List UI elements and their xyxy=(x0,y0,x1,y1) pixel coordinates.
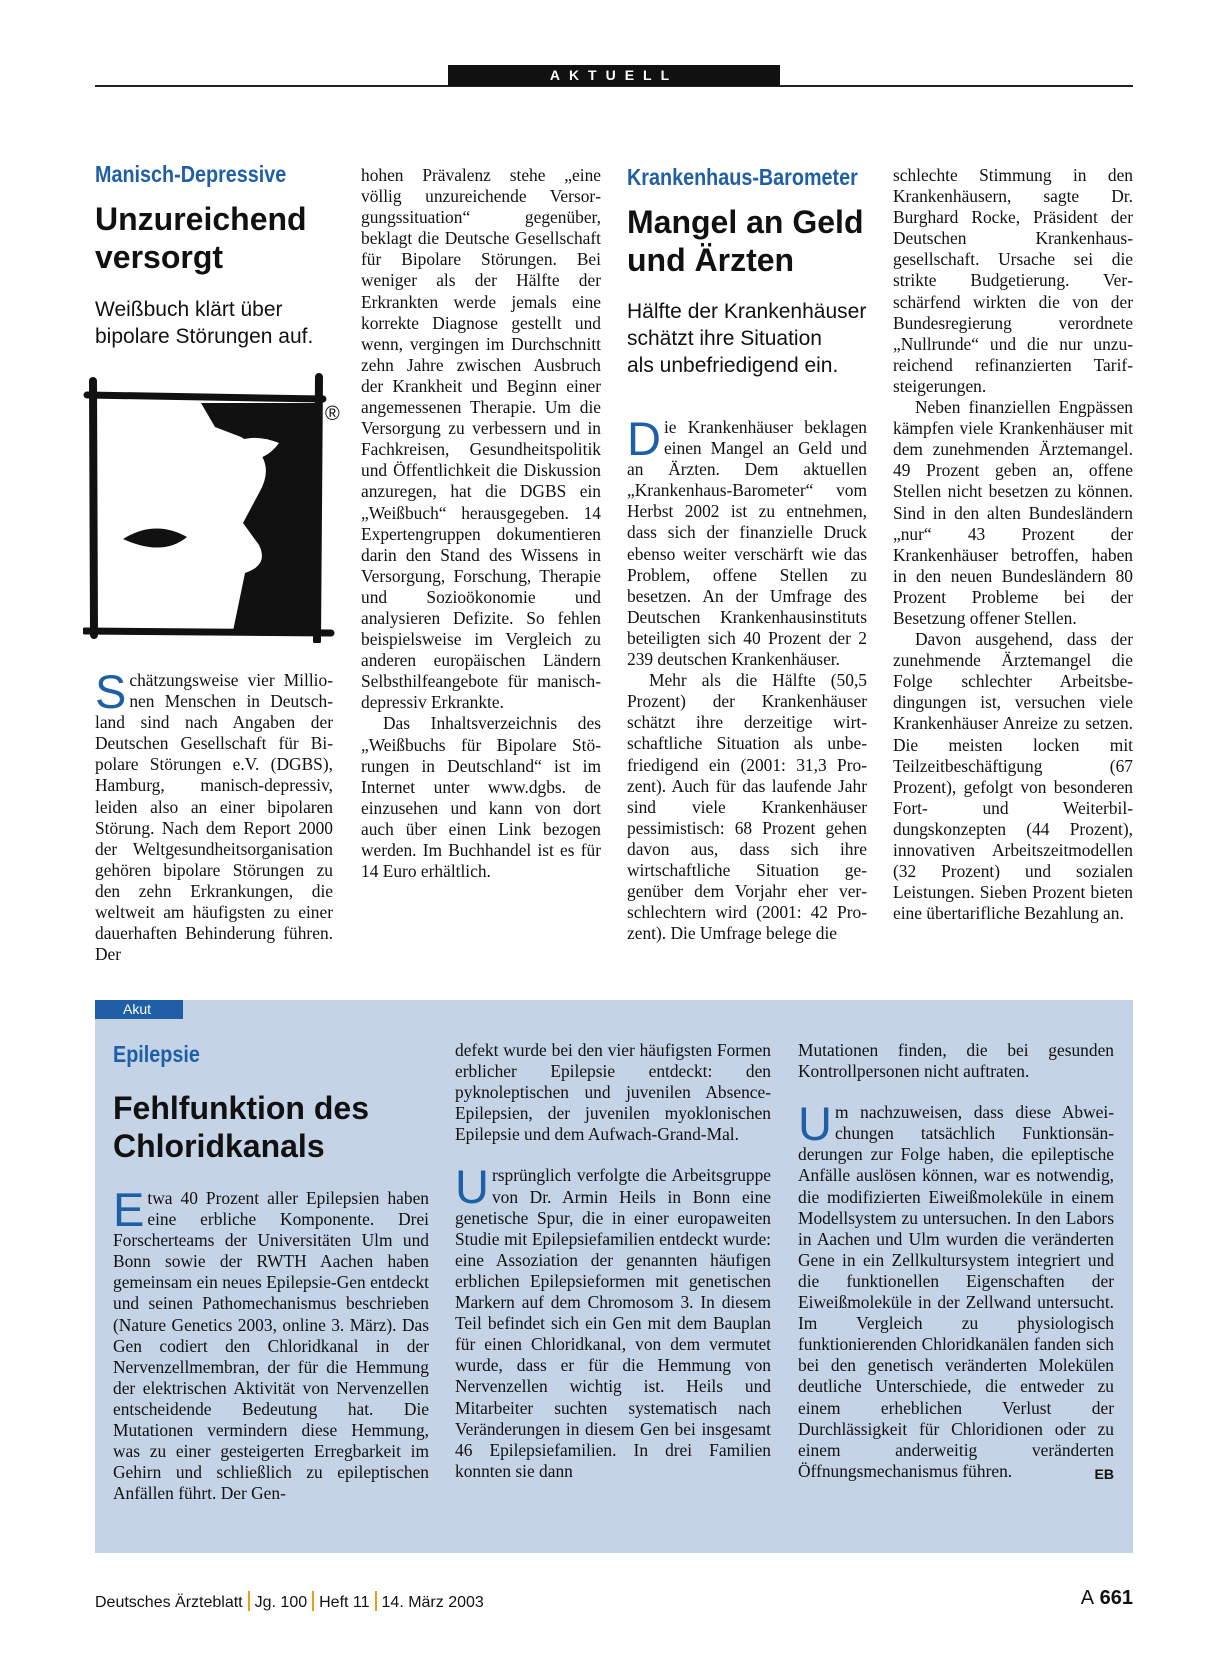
article3-headline-line1: Fehlfunktion des xyxy=(113,1090,369,1126)
article2-headline-line2: und Ärzten xyxy=(627,242,795,278)
dgbs-logo xyxy=(83,373,347,643)
article2-deck xyxy=(627,298,866,379)
article2-paragraph-2: Mehr als die Hälfte (50,5 Prozent) der Krankenhäuser schätzt ihre derzeitige wirtschaftliche Situation als unbefriedigend ein (2001: 31,3 Prozent). Auch für das laufende Jahr sind viele Krankenhäuser pessimistisch: 68 Prozent gehen davon aus, dass sich ihre wirtschaftliche Situation gegenüber dem Vorjahr eher verschlechtern wird (2001: 42 Prozent). Die Umfrage belege die xyxy=(627,670,867,944)
registered-mark: ® xyxy=(325,403,340,425)
article3-dropcap-3: U xyxy=(798,1097,832,1151)
article3-column-1 xyxy=(113,1183,429,1504)
article3-column-3 xyxy=(798,1040,1114,1485)
article3-paragraph-1: twa 40 Prozent aller Epilepsien haben eine erbliche Komponente. Drei Forscherteams der Universitäten Ulm und Bonn sowie der RWTH Aachen haben gemeinsam ein neues Epilepsie-Gen entdeckt und seinen Pathomechanismus beschrieben (Nature Genetics 2003, online 3. März). Das Gen codiert den Chloridkanal in der Nervenzellmembran, der für die Hemmung der elektrischen Aktivität von Nervenzellen entscheidende Bedeutung hat. Die Mutationen vermindern diese Hemmung, was zu einer gesteigerten Erregbarkeit im Gehirn und schließlich zu epileptischen Anfällen führt. Der Gen- xyxy=(113,1188,429,1504)
article3-column-2 xyxy=(455,1040,771,1482)
article3-paragraph-2: defekt wurde bei den vier häufigsten Formen erblicher Epilepsie entdeckt: den pyknoleptischen und juvenilen Absence-Epilepsien, der juvenilen myoklonischen Epilepsie und dem Aufwach-Grand-Mal. xyxy=(455,1040,771,1145)
footer-journal: Deutsches Ärzteblatt xyxy=(95,1594,243,1611)
footer-citation xyxy=(95,1591,484,1612)
article2-paragraph-3: schlechte Stimmung in den Krankenhäusern, sagte Dr. Burghard Rocke, Präsident der Deutschen Krankenhausgesellschaft. Ursache sei die strikte Budgetierung. Verschärfend wirkten die von der Bundesregierung verordnete „Nullrunde“ und die nur unzureichend refinanzierten Tarifsteigerungen. xyxy=(893,165,1133,396)
article1-deck-line2: bipolare Störungen auf. xyxy=(95,325,314,348)
box-tab-label: Akut xyxy=(95,1000,183,1019)
dgbs-logo-graphic xyxy=(83,373,347,643)
footer-separator xyxy=(312,1591,314,1611)
article1-kicker: Manisch-Depressive xyxy=(95,161,287,187)
article2-deck-line1: Hälfte der Krankenhäuser xyxy=(627,300,867,323)
article2-headline-line1: Mangel an Geld xyxy=(627,204,864,240)
author-signature: EB xyxy=(1094,1465,1114,1482)
page-number xyxy=(1081,1587,1133,1610)
article3-kicker: Epilepsie xyxy=(113,1041,200,1067)
article3-headline xyxy=(113,1089,369,1165)
article2-paragraph-4: Neben finanziellen Engpässen kämpfen viele Krankenhäuser mit dem zunehmenden Ärztemangel. 49 Prozent geben an, offene Stellen nicht besetzen zu können. Sind in den alten Bundesländern „nur“ 43 Prozent der Krankenhäuser betroffen, haben in den neuen Bundesländern 80 Prozent Probleme bei der Besetzung offener Stellen. xyxy=(893,397,1133,628)
article2-deck-line2: schätzt ihre Situation xyxy=(627,327,822,350)
article1-dropcap: S xyxy=(95,665,127,718)
article3-paragraph-5: m nachzuweisen, dass diese Abweichungen tatsächlich Funktionsänderungen zur Folge haben, die epileptische Anfälle auslösen können, war es notwendig, die modifizierten Eiweißmoleküle in einem Modellsystem zu untersuchen. In den Labors in Aachen und Ulm wurden die veränderten Gene in ein Zellkultursystem integriert und die funktionellen Eigenschaften der Eiweißmoleküle in der Zellwand untersucht. Im Vergleich zu physiologisch funktionierenden Chloridkanälen fanden sich bei den genetisch veränderten Molekülen deutliche Unterschiede, die entweder zu einem erheblichen Verlust der Durchlässigkeit für Chloridionen oder zu einem anderweitig veränderten Öffnungsmechanismus führen. xyxy=(798,1102,1114,1481)
article1-headline-line2: versorgt xyxy=(95,239,224,275)
article3-paragraph-3: rsprünglich verfolgte die Arbeitsgruppe von Dr. Armin Heils in Bonn eine genetische Spur, die in einer europaweiten Studie mit Epilepsiefamilien entdeckt wurde: eine Assoziation der genannten häufigen erblichen Epilepsieformen mit genetischen Markern auf dem Chromosom 3. In diesem Teil befindet sich ein Gen mit dem Bauplan für einen Chloridkanal, von dem vermutet wurde, dass er für die Hemmung von Nervenzellen wichtig ist. Heils und Mitarbeiter suchten systematisch nach Veränderungen in diesem Gen bei insgesamt 46 Epilepsiefamilien. In drei Familien konnten sie dann xyxy=(455,1165,771,1481)
section-label: AKTUELL xyxy=(448,65,780,86)
article2-kicker: Krankenhaus-Barometer xyxy=(627,164,858,190)
article1-paragraph-2: hohen Prävalenz stehe „eine völlig unzureichende Versorgungssituation“ gegenüber, beklagt die Deutsche Gesellschaft für Bipolare Störungen. Bei weniger als der Hälfte der Erkrankten werde jemals eine korrekte Diagnose gestellt und wenn, vergingen im Durchschnitt zehn Jahre zwischen Ausbruch der Krankheit und Beginn einer angemessenen Therapie. Um die Versorgung zu verbessern und in Fachkreisen, Gesundheitspolitik und Öffentlichkeit die Diskussion anzuregen, hat die DGBS ein „Weißbuch“ herausgegeben. 14 Expertengruppen dokumentieren darin den Stand des Wissens in Versorgung, Forschung, Therapie und Sozioökonomie und analysieren Defizite. So fehlen beispielsweise im Vergleich zu anderen europäischen Ländern Selbsthilfeangebote für manisch-depressiv Erkrankte. xyxy=(361,165,601,713)
article2-dropcap: D xyxy=(627,412,661,465)
article1-column-2 xyxy=(361,165,601,882)
article1-headline xyxy=(95,200,307,276)
article2-column-1 xyxy=(627,412,867,944)
article2-headline xyxy=(627,203,863,279)
footer-issue: Heft 11 xyxy=(319,1594,370,1611)
article3-headline-line2: Chloridkanals xyxy=(113,1128,325,1164)
article1-headline-line1: Unzureichend xyxy=(95,201,307,237)
page-number-value: 661 xyxy=(1099,1587,1133,1609)
article2-paragraph-5: Davon ausgehend, dass der zunehmende Ärztemangel die Folge schlechter Arbeitsbedingungen ist, versuchen viele Krankenhäuser Anreize zu setzen. Die meisten locken mit Teilzeitbeschäftigung (67 Prozent), gefolgt von besonderen Fort- und Weiterbildungskonzepten (44 Prozent), innovativen Arbeitszeitmodellen (32 Prozent) und sozialen Leistungen. Sieben Prozent bieten eine übertarifliche Bezahlung an. xyxy=(893,629,1133,924)
footer-date: 14. März 2003 xyxy=(381,1594,484,1611)
article3-dropcap-1: E xyxy=(113,1183,145,1236)
footer-separator xyxy=(248,1591,250,1611)
article2-column-2 xyxy=(893,165,1133,924)
article1-paragraph-3: Das Inhaltsverzeichnis des „Weißbuchs für Bipolare Störungen in Deutschland“ ist im Internet unter www.dgbs. de einzusehen und kann von dort auch über einen Link bezogen werden. Im Buchhandel ist es für 14 Euro erhältlich. xyxy=(361,713,601,882)
article3-paragraph-4: Mutationen finden, die bei gesunden Kontrollpersonen nicht auftraten. xyxy=(798,1040,1114,1082)
article1-paragraph-1: chätzungsweise vier Millionen Menschen in Deutschland sind nach Angaben der Deutschen Gesellschaft für Bipolare Störungen e.V. (DGBS), Hamburg, manisch-depressiv, leiden also an einer bipolaren Störung. Nach dem Report 2000 der Weltgesundheitsorganisation gehören bipolare Störungen zu den zehn Erkrankungen, die weltweit am häufigsten zu einer dauerhaften Behinderung führen. Der xyxy=(95,670,333,965)
article1-deck-line1: Weißbuch klärt über xyxy=(95,298,283,321)
page-footer xyxy=(95,1587,1133,1617)
article2-deck-line3: als unbefriedigend ein. xyxy=(627,354,839,377)
footer-separator xyxy=(375,1591,377,1611)
article1-deck xyxy=(95,296,313,350)
page-prefix: A xyxy=(1080,1587,1095,1609)
article3-dropcap-2: U xyxy=(455,1160,489,1214)
article2-paragraph-1: ie Krankenhäuser beklagen einen Mangel an Geld und an Ärzten. Dem aktuellen „Krankenhaus-Barometer“ vom Herbst 2002 ist zu entnehmen, dass sich der finanzielle Druck ebenso weiter verschärft wie das Problem, offene Stellen zu besetzen. An der Umfrage des Deutschen Krankenhausinstituts beteiligten sich 40 Prozent der 2 239 deutschen Krankenhäuser. xyxy=(627,417,867,670)
article1-column-1 xyxy=(95,665,333,965)
footer-volume: Jg. 100 xyxy=(254,1594,308,1611)
